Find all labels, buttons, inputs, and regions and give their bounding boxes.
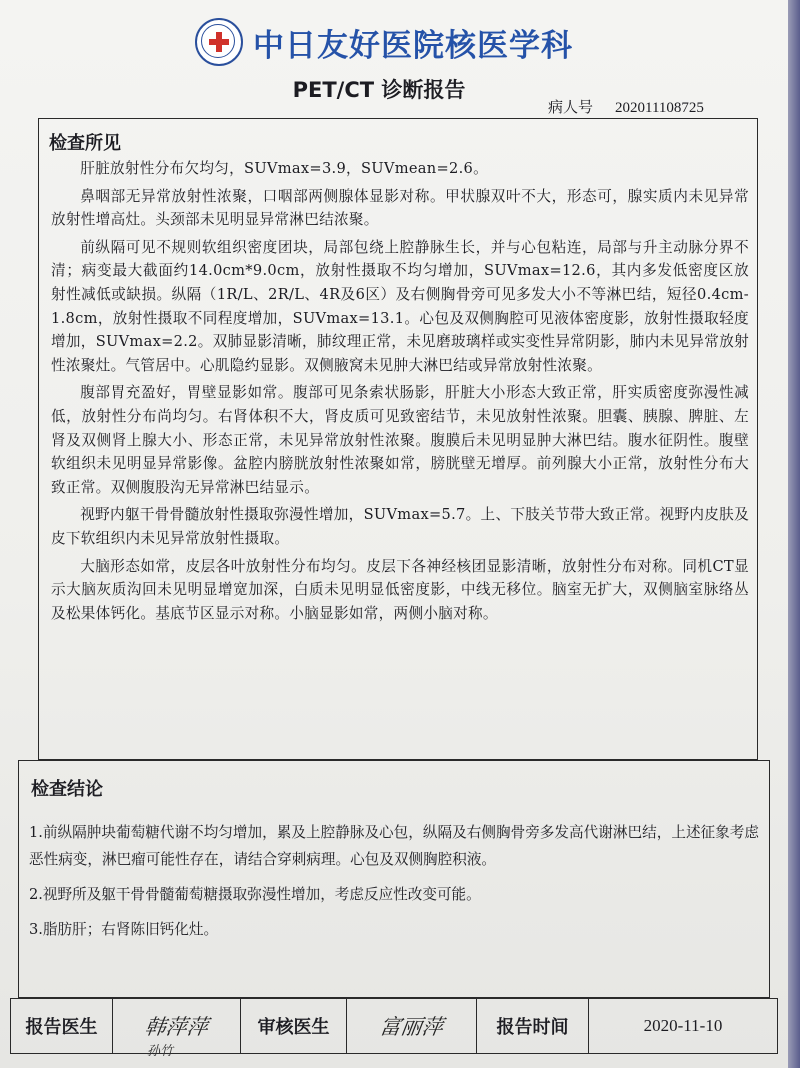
report-doctor-label: 报告医生 <box>25 1017 98 1038</box>
report-header <box>0 18 788 104</box>
report-title: PET/CT 诊断报告 <box>292 78 466 102</box>
conclusion-item: 3.脂肪肝；右肾陈旧钙化灶。 <box>29 921 219 938</box>
findings-paragraph: 鼻咽部无异常放射性浓聚，口咽部两侧腺体显影对称。甲状腺双叶不大，形态可，腺实质内未见异常放射性增高灶。头颈部未见明显异常淋巴结浓聚。 <box>51 187 749 229</box>
report-doctor-signature: 韩萍萍 <box>143 1015 210 1039</box>
report-doctor-signature-cell <box>113 999 241 1053</box>
conclusions-section <box>18 760 770 998</box>
review-doctor-label-cell <box>241 999 347 1053</box>
findings-paragraph: 前纵隔可见不规则软组织密度团块，局部包绕上腔静脉生长，并与心包粘连，局部与升主动脉分界不清；病变最大截面约14.0cm*9.0cm，放射性摄取不均匀增加，SUVmax=12.6，其内多发低密度区放射性减低或缺损。纵隔（1R/L、2R/L、4R及6区）及右侧胸骨旁可见多发大小不等淋巴结，短径0.4cm-1.8cm，放射性摄取不同程度增加，SUVmax=13.1。心包及双侧胸腔可见液体密度影，放射性摄取轻度增加，SUVmax=2.2。双肺显影清晰，肺纹理正常，未见磨玻璃样或实变性异常阴影，肺内未见异常放射性浓聚灶。气管居中。心肌隐约显影。双侧腋窝未见肿大淋巴结或异常放射性浓聚。 <box>51 238 749 374</box>
review-doctor-signature: 富丽萍 <box>378 1015 445 1039</box>
report-time-label-cell <box>477 999 589 1053</box>
findings-title: 检查所见 <box>49 133 121 154</box>
review-doctor-label: 审核医生 <box>257 1017 330 1038</box>
patient-id-value: 202011108725 <box>615 100 704 116</box>
signature-row <box>10 998 778 1054</box>
report-time-value-cell <box>589 999 777 1053</box>
report-doctor-signature-sub: 孙竹 <box>147 1044 174 1059</box>
findings-paragraph: 视野内躯干骨骨髓放射性摄取弥漫性增加，SUVmax=5.7。上、下肢关节带大致正常。视野内皮肤及皮下软组织内未见异常放射性摄取。 <box>51 506 749 547</box>
hospital-row <box>0 18 788 66</box>
conclusions-title: 检查结论 <box>31 779 103 800</box>
findings-paragraph: 肝脏放射性分布欠均匀，SUVmax=3.9，SUVmean=2.6。 <box>80 160 488 177</box>
report-time-value: 2020-11-10 <box>643 1016 723 1035</box>
hospital-logo-icon <box>195 18 243 66</box>
report-time-label: 报告时间 <box>496 1017 569 1038</box>
patient-id <box>548 96 704 117</box>
conclusions-body <box>29 819 759 951</box>
findings-section <box>38 118 758 760</box>
page-edge <box>788 0 800 1068</box>
review-doctor-signature-cell <box>347 999 477 1053</box>
conclusion-item: 1.前纵隔肿块葡萄糖代谢不均匀增加，累及上腔静脉及心包，纵隔及右侧胸骨旁多发高代谢淋巴结，上述征象考虑恶性病变，淋巴瘤可能性存在，请结合穿刺病理。心包及双侧胸腔积液。 <box>29 824 759 868</box>
report-doctor-label-cell <box>11 999 113 1053</box>
patient-id-label: 病人号 <box>548 98 594 116</box>
findings-paragraph: 大脑形态如常，皮层各叶放射性分布均匀。皮层下各神经核团显影清晰，放射性分布对称。同机CT显示大脑灰质沟回未见明显增宽加深，白质未见明显低密度影，中线无移位。脑室无扩大，双侧脑室脉络丛及松果体钙化。基底节区显示对称。小脑显影如常，两侧小脑对称。 <box>51 557 749 622</box>
findings-paragraph: 腹部胃充盈好，胃壁显影如常。腹部可见条索状肠影，肝脏大小形态大致正常，肝实质密度弥漫性减低，放射性分布尚均匀。右肾体积不大，肾皮质可见致密结节，未见放射性浓聚。胆囊、胰腺、脾脏、左肾及双侧肾上腺大小、形态正常，未见异常放射性浓聚。腹膜后未见明显肿大淋巴结。腹水征阴性。腹壁软组织未见明显异常影像。盆腔内膀胱放射性浓聚如常，膀胱壁无增厚。前列腺大小正常，放射性分布大致正常。双侧腹股沟无异常淋巴结显示。 <box>51 384 749 496</box>
hospital-name: 中日友好医院核医学科 <box>253 27 573 64</box>
findings-body <box>51 157 749 629</box>
conclusion-item: 2.视野所及躯干骨骨髓葡萄糖摄取弥漫性增加，考虑反应性改变可能。 <box>29 886 481 903</box>
